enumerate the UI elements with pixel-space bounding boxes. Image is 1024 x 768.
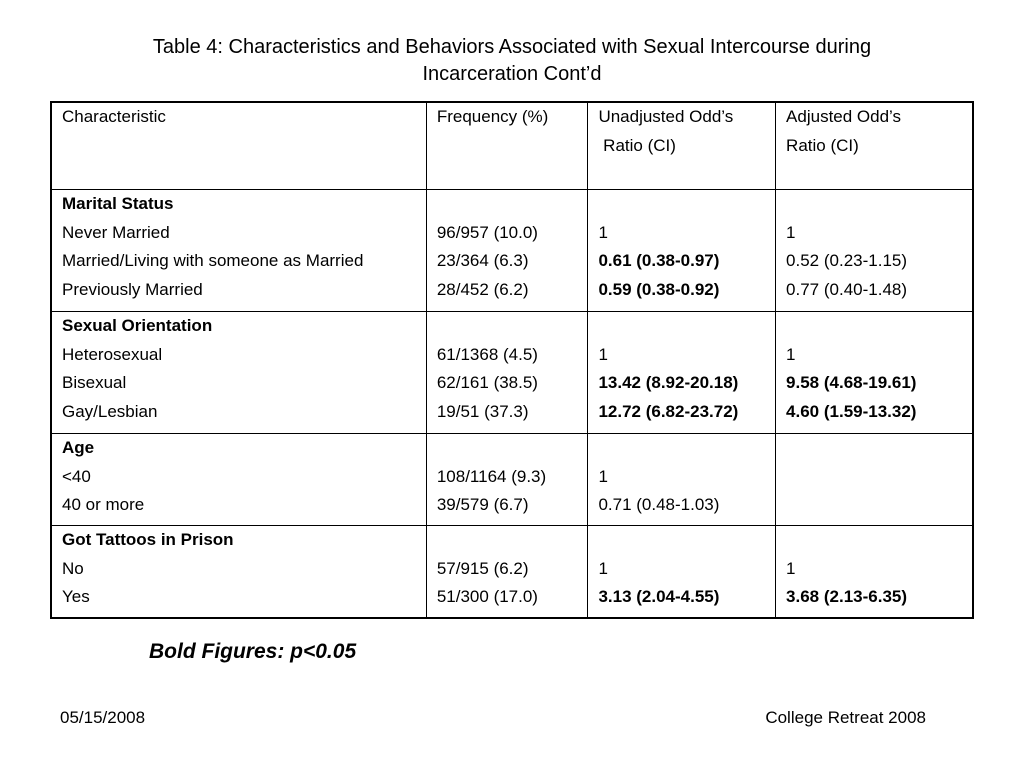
- row-label: Married/Living with someone as Married: [62, 251, 364, 271]
- row-label: Bisexual: [62, 373, 127, 393]
- group-heading: Age: [62, 438, 95, 457]
- row-label: Never Married: [62, 222, 170, 242]
- results-table: [50, 101, 974, 619]
- row-label: Yes: [62, 587, 90, 607]
- adjusted-value: 1: [786, 558, 796, 578]
- row-label: Previously Married: [62, 280, 203, 300]
- adjusted-value: 3.68 (2.13-6.35): [786, 587, 908, 607]
- characteristic-cell: [51, 312, 426, 434]
- footer-event: College Retreat 2008: [765, 708, 926, 727]
- adjusted-value: 0.52 (0.23-1.15): [786, 251, 908, 271]
- frequency-value: 61/1368 (4.5): [436, 344, 538, 364]
- group-marital-status: [51, 190, 973, 312]
- row-label: 40 or more: [62, 495, 145, 515]
- characteristic-cell: [51, 526, 426, 619]
- adjusted-value: 9.58 (4.68-19.61): [786, 373, 917, 393]
- unadjusted-value: 0.59 (0.38-0.92): [598, 280, 720, 300]
- frequency-cell: [426, 434, 588, 526]
- adjusted-value: 4.60 (1.59-13.32): [786, 402, 917, 422]
- frequency-value: 23/364 (6.3): [436, 251, 529, 271]
- group-tattoos: [51, 526, 973, 619]
- frequency-value: 62/161 (38.5): [436, 373, 538, 393]
- unadjusted-cell: [588, 526, 776, 619]
- header-characteristic: Characteristic: [51, 102, 426, 190]
- adjusted-value: 0.77 (0.40-1.48): [786, 280, 908, 300]
- frequency-cell: [426, 526, 588, 619]
- characteristic-cell: [51, 434, 426, 526]
- adjusted-value: 1: [786, 222, 796, 242]
- unadjusted-cell: [588, 190, 776, 312]
- unadjusted-value: 1: [598, 466, 608, 486]
- page-title: [60, 34, 964, 88]
- frequency-cell: [426, 312, 588, 434]
- row-label: No: [62, 558, 84, 578]
- unadjusted-cell: [588, 312, 776, 434]
- adjusted-cell: [776, 312, 973, 434]
- frequency-value: 96/957 (10.0): [436, 222, 538, 242]
- header-row: [51, 102, 973, 190]
- adjusted-cell: [776, 526, 973, 619]
- frequency-value: 57/915 (6.2): [436, 558, 529, 578]
- row-label: <40: [62, 466, 91, 486]
- adjusted-cell: [776, 434, 973, 526]
- unadjusted-value: 0.61 (0.38-0.97): [598, 251, 720, 271]
- footer-date: 05/15/2008: [60, 708, 146, 727]
- characteristic-cell: [51, 190, 426, 312]
- unadjusted-value: 12.72 (6.82-23.72): [598, 402, 739, 422]
- frequency-value: 108/1164 (9.3): [436, 466, 547, 486]
- unadjusted-value: 13.42 (8.92-20.18): [598, 373, 739, 393]
- unadjusted-value: 0.71 (0.48-1.03): [598, 495, 720, 515]
- significance-note: Bold Figures: p<0.05: [149, 640, 357, 663]
- unadjusted-value: 1: [598, 222, 608, 242]
- row-label: Heterosexual: [62, 344, 163, 364]
- unadjusted-value: 1: [598, 344, 608, 364]
- title-line-2: Incarceration Cont’d: [422, 63, 602, 85]
- unadjusted-cell: [588, 434, 776, 526]
- frequency-value: 39/579 (6.7): [436, 495, 529, 515]
- frequency-cell: [426, 190, 588, 312]
- adjusted-value: 1: [786, 344, 796, 364]
- unadjusted-value: 3.13 (2.04-4.55): [598, 587, 720, 607]
- group-age: [51, 434, 973, 526]
- group-heading: Sexual Orientation: [62, 316, 213, 335]
- title-line-1: Table 4: Characteristics and Behaviors Associated with Sexual Intercourse during: [152, 36, 872, 58]
- group-sexual-orientation: [51, 312, 973, 434]
- group-heading: Marital Status: [62, 194, 174, 213]
- header-adjusted: Adjusted Odd’s Ratio (CI): [776, 102, 973, 190]
- unadjusted-value: 1: [598, 558, 608, 578]
- frequency-value: 19/51 (37.3): [436, 402, 529, 422]
- row-label: Gay/Lesbian: [62, 402, 158, 422]
- adjusted-cell: [776, 190, 973, 312]
- group-heading: Got Tattoos in Prison: [62, 530, 234, 549]
- frequency-value: 28/452 (6.2): [436, 280, 529, 300]
- header-frequency: Frequency (%): [426, 102, 588, 190]
- header-unadjusted: Unadjusted Odd’s Ratio (CI): [588, 102, 776, 190]
- frequency-value: 51/300 (17.0): [436, 587, 538, 607]
